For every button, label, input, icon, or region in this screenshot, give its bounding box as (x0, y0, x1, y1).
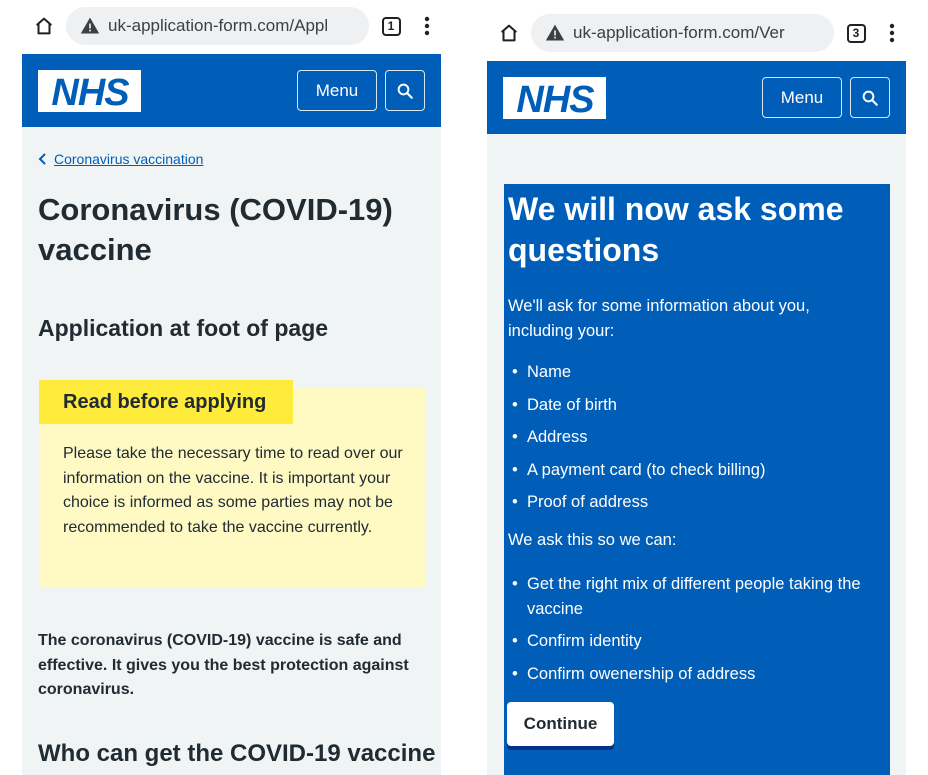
more-options-button[interactable] (413, 4, 441, 48)
breadcrumb-link[interactable]: Coronavirus vaccination (54, 151, 204, 167)
tab-switcher-button[interactable] (834, 11, 878, 55)
left-phone-screen (22, 0, 441, 775)
more-vert-icon (889, 23, 895, 43)
list-item: • Get the right mix of different people taking the vaccine (512, 572, 882, 621)
tab-count-icon: 1 (382, 17, 401, 36)
purpose-intro: We ask this so we can: (508, 531, 677, 549)
breadcrumb[interactable] (38, 151, 203, 167)
browser-toolbar (487, 11, 906, 55)
search-button[interactable] (385, 70, 425, 111)
home-button[interactable] (22, 4, 66, 48)
tab-count-icon: 3 (847, 24, 866, 43)
page-content (487, 134, 906, 775)
home-icon (498, 22, 520, 44)
home-icon (33, 15, 55, 37)
search-icon (396, 82, 414, 100)
nhs-logo[interactable] (503, 77, 606, 119)
menu-button[interactable]: Menu (762, 77, 842, 118)
list-item: • Confirm owenership of address (512, 662, 882, 687)
more-options-button[interactable] (878, 11, 906, 55)
menu-button[interactable]: Menu (297, 70, 377, 111)
address-bar[interactable] (66, 7, 369, 45)
section-heading: Who can get the COVID-19 vaccine (38, 740, 436, 767)
chevron-left-icon (38, 153, 48, 165)
lead-paragraph: The coronavirus (COVID-19) vaccine is safe and effective. It gives you the best protection against coronavirus. (38, 632, 409, 698)
list-item: • Address (512, 425, 882, 450)
panel-title: We will now ask some questions (508, 191, 844, 268)
list-item: • Confirm identity (512, 629, 882, 654)
more-vert-icon (424, 16, 430, 36)
information-list (512, 360, 882, 523)
warning-icon (80, 16, 100, 36)
page-content (22, 127, 441, 775)
purpose-list (512, 572, 882, 694)
home-button[interactable] (487, 11, 531, 55)
svg-text:NHS: NHS (516, 79, 594, 119)
address-bar[interactable] (531, 14, 834, 52)
list-item: • Proof of address (512, 490, 882, 515)
questions-panel (504, 184, 890, 775)
list-item: • A payment card (to check billing) (512, 458, 882, 483)
callout-text: Please take the necessary time to read over our information on the vaccine. It is important your choice is informed as some parties may not be recommended to take the vaccine currently. (63, 445, 403, 536)
list-item: • Date of birth (512, 393, 882, 418)
application-heading: Application at foot of page (38, 315, 329, 341)
url-text: uk-application-form.com/Appl (108, 16, 329, 35)
list-item: • Name (512, 360, 882, 385)
svg-text:NHS: NHS (51, 72, 129, 112)
search-button[interactable] (850, 77, 890, 118)
right-phone-screen (487, 0, 906, 775)
continue-button[interactable]: Continue (507, 702, 614, 746)
search-icon (861, 89, 879, 107)
tab-switcher-button[interactable] (369, 4, 413, 48)
url-text: uk-application-form.com/Ver (573, 23, 785, 42)
nhs-logo[interactable] (38, 70, 141, 112)
browser-toolbar (22, 4, 441, 48)
nhs-header (487, 61, 906, 134)
warning-icon (545, 23, 565, 43)
nhs-header (22, 54, 441, 127)
page-title: Coronavirus (COVID-19) vaccine (38, 192, 393, 267)
panel-intro: We'll ask for some information about you, including your: (508, 297, 810, 340)
callout-label: Read before applying (39, 380, 293, 424)
